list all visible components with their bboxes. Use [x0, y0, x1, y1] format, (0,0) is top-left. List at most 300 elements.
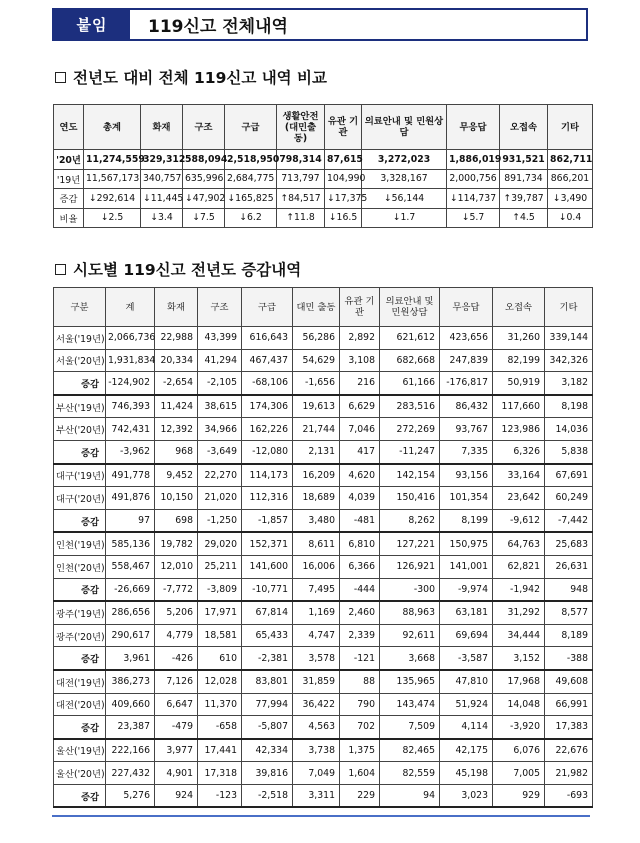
table-cell: 339,144 — [545, 327, 593, 350]
table-cell: -3,587 — [440, 647, 493, 670]
table-cell: 340,757 — [141, 169, 183, 189]
table-cell: 227,432 — [106, 762, 155, 785]
column-header: 유관 기관 — [325, 105, 362, 150]
row-label: 부산('20년) — [54, 418, 106, 441]
table-cell: 8,611 — [293, 532, 340, 555]
table-cell: 6,076 — [493, 739, 545, 762]
table-cell: ↓114,737 — [447, 189, 500, 209]
table-cell: -2,518 — [242, 784, 293, 807]
table-cell: 135,965 — [380, 670, 440, 693]
table-row — [54, 327, 593, 350]
table-cell: 968 — [155, 440, 198, 463]
table-row — [54, 487, 593, 510]
table-cell: 4,779 — [155, 624, 198, 647]
row-label: 대전('20년) — [54, 693, 106, 716]
table-row — [54, 208, 593, 228]
table-cell: 2,892 — [340, 327, 380, 350]
column-header: 연도 — [54, 105, 84, 150]
table-cell: 467,437 — [242, 349, 293, 372]
table-cell: 588,094 — [183, 150, 225, 170]
table-cell: -124,902 — [106, 372, 155, 395]
table-cell: -3,649 — [198, 440, 242, 463]
table-cell: 2,339 — [340, 624, 380, 647]
table-row — [54, 509, 593, 532]
table-cell: 33,164 — [493, 464, 545, 487]
table-cell: 891,734 — [500, 169, 548, 189]
row-label: 증감 — [54, 440, 106, 463]
column-header: 구급 — [242, 288, 293, 327]
table-cell: 142,154 — [380, 464, 440, 487]
row-label: 비율 — [54, 208, 84, 228]
table-cell: 22,676 — [545, 739, 593, 762]
table-cell: 93,767 — [440, 418, 493, 441]
table-cell: -693 — [545, 784, 593, 807]
table-cell: 54,629 — [293, 349, 340, 372]
table-cell: 7,046 — [340, 418, 380, 441]
table-cell: 3,738 — [293, 739, 340, 762]
table-cell: ↓165,825 — [225, 189, 277, 209]
table-cell: 17,318 — [198, 762, 242, 785]
table-cell: -2,654 — [155, 372, 198, 395]
table-cell: 45,198 — [440, 762, 493, 785]
row-label: 증감 — [54, 784, 106, 807]
table-cell: 67,814 — [242, 601, 293, 624]
table-cell: 114,173 — [242, 464, 293, 487]
row-label: 증감 — [54, 578, 106, 601]
table-row — [54, 395, 593, 418]
row-label: 대구('20년) — [54, 487, 106, 510]
row-label: 울산('20년) — [54, 762, 106, 785]
table-cell: 126,921 — [380, 555, 440, 578]
table-cell: ↓5.7 — [447, 208, 500, 228]
table-cell: 2,460 — [340, 601, 380, 624]
table-cell: -7,442 — [545, 509, 593, 532]
table-cell: 21,020 — [198, 487, 242, 510]
table-cell: -388 — [545, 647, 593, 670]
table-cell: 222,166 — [106, 739, 155, 762]
table-row — [54, 624, 593, 647]
table-cell: 41,294 — [198, 349, 242, 372]
table-cell: 150,416 — [380, 487, 440, 510]
table-cell: 14,048 — [493, 693, 545, 716]
table-cell: 25,683 — [545, 532, 593, 555]
table-row — [54, 349, 593, 372]
table-cell: 87,615 — [325, 150, 362, 170]
table-cell: 16,209 — [293, 464, 340, 487]
table-cell: 423,656 — [440, 327, 493, 350]
table-cell: 742,431 — [106, 418, 155, 441]
column-header: 무응답 — [447, 105, 500, 150]
table-cell: 3,311 — [293, 784, 340, 807]
table-cell: 2,684,775 — [225, 169, 277, 189]
table-cell: 49,608 — [545, 670, 593, 693]
table-cell: 25,211 — [198, 555, 242, 578]
table-cell: 8,262 — [380, 509, 440, 532]
column-header: 구분 — [54, 288, 106, 327]
table-cell: 2,518,950 — [225, 150, 277, 170]
table-cell: 117,660 — [493, 395, 545, 418]
table-cell: 38,615 — [198, 395, 242, 418]
table-row — [54, 169, 593, 189]
table-cell: 12,392 — [155, 418, 198, 441]
table-cell: -9,974 — [440, 578, 493, 601]
table-cell: 5,838 — [545, 440, 593, 463]
row-label: 서울('20년) — [54, 349, 106, 372]
table-cell: 6,326 — [493, 440, 545, 463]
table-cell: 22,270 — [198, 464, 242, 487]
column-header: 오접속 — [500, 105, 548, 150]
table-cell: 11,567,173 — [84, 169, 141, 189]
section2-heading — [55, 258, 301, 280]
table-cell: 21,982 — [545, 762, 593, 785]
row-label: 인천('20년) — [54, 555, 106, 578]
table-cell: 141,600 — [242, 555, 293, 578]
table-cell: 3,182 — [545, 372, 593, 395]
table-cell: 931,521 — [500, 150, 548, 170]
table-cell: 112,316 — [242, 487, 293, 510]
table-row — [54, 464, 593, 487]
table-cell: 104,990 — [325, 169, 362, 189]
table-cell: 47,810 — [440, 670, 493, 693]
row-label: 광주('19년) — [54, 601, 106, 624]
table-cell: -3,809 — [198, 578, 242, 601]
table-row — [54, 189, 593, 209]
table-row — [54, 555, 593, 578]
table-cell: 4,901 — [155, 762, 198, 785]
regional-table — [53, 287, 593, 808]
table-cell: 635,996 — [183, 169, 225, 189]
table-cell: 31,260 — [493, 327, 545, 350]
table-cell: 558,467 — [106, 555, 155, 578]
checkbox-square-icon — [55, 264, 66, 275]
document-title: 119신고 전체내역 — [148, 17, 288, 37]
table-cell: 51,924 — [440, 693, 493, 716]
table-cell: 798,314 — [277, 150, 325, 170]
table-cell: 23,642 — [493, 487, 545, 510]
table-cell: 19,613 — [293, 395, 340, 418]
table-cell: 386,273 — [106, 670, 155, 693]
table-cell: 123,986 — [493, 418, 545, 441]
table-cell: ↑39,787 — [500, 189, 548, 209]
table-cell: 143,474 — [380, 693, 440, 716]
table-cell: 77,994 — [242, 693, 293, 716]
table-cell: 3,977 — [155, 739, 198, 762]
section1-title: 전년도 대비 전체 119신고 내역 비교 — [73, 69, 327, 87]
table-cell: 9,452 — [155, 464, 198, 487]
column-header: 의료안내 및 민원상담 — [362, 105, 447, 150]
table-cell: ↓56,144 — [362, 189, 447, 209]
table-cell: 12,028 — [198, 670, 242, 693]
table-cell: 616,643 — [242, 327, 293, 350]
table-cell: ↓7.5 — [183, 208, 225, 228]
table-cell: 7,495 — [293, 578, 340, 601]
table-cell: -426 — [155, 647, 198, 670]
table-row — [54, 418, 593, 441]
table-row — [54, 739, 593, 762]
table-cell: ↓2.5 — [84, 208, 141, 228]
column-header: 대민 출동 — [293, 288, 340, 327]
column-header: 계 — [106, 288, 155, 327]
column-header: 기타 — [548, 105, 593, 150]
table-cell: 7,126 — [155, 670, 198, 693]
checkbox-square-icon — [55, 72, 66, 83]
table-cell: 1,931,834 — [106, 349, 155, 372]
table-cell: 7,509 — [380, 716, 440, 739]
table-cell: -3,920 — [493, 716, 545, 739]
table-cell: 69,694 — [440, 624, 493, 647]
table-cell: -7,772 — [155, 578, 198, 601]
table-cell: 39,816 — [242, 762, 293, 785]
table-cell: 3,108 — [340, 349, 380, 372]
table-cell: 88 — [340, 670, 380, 693]
table-row — [54, 716, 593, 739]
table-cell: ↓1.7 — [362, 208, 447, 228]
table-row — [54, 372, 593, 395]
table-cell: 866,201 — [548, 169, 593, 189]
table-cell: 93,156 — [440, 464, 493, 487]
table-row — [54, 532, 593, 555]
table-cell: 18,689 — [293, 487, 340, 510]
table-row — [54, 150, 593, 170]
table-row — [54, 647, 593, 670]
table-cell: -444 — [340, 578, 380, 601]
table-cell: 17,383 — [545, 716, 593, 739]
table-cell: 88,963 — [380, 601, 440, 624]
table-cell: 31,859 — [293, 670, 340, 693]
row-label: 부산('19년) — [54, 395, 106, 418]
table-cell: 150,975 — [440, 532, 493, 555]
table-cell: 5,206 — [155, 601, 198, 624]
table-cell: -123 — [198, 784, 242, 807]
table-cell: ↓6.2 — [225, 208, 277, 228]
table-row — [54, 670, 593, 693]
attachment-badge: 붙임 — [54, 10, 130, 39]
table-cell: 713,797 — [277, 169, 325, 189]
table-cell: ↑11.8 — [277, 208, 325, 228]
table-cell: 4,114 — [440, 716, 493, 739]
table-cell: 409,660 — [106, 693, 155, 716]
table-cell: 3,668 — [380, 647, 440, 670]
table-cell: 29,020 — [198, 532, 242, 555]
table-cell: 17,971 — [198, 601, 242, 624]
table-cell: 5,276 — [106, 784, 155, 807]
table-cell: 247,839 — [440, 349, 493, 372]
table-cell: 42,175 — [440, 739, 493, 762]
row-label: 증감 — [54, 509, 106, 532]
table-cell: 18,581 — [198, 624, 242, 647]
table-cell: -658 — [198, 716, 242, 739]
column-header: 의료안내 및 민원상담 — [380, 288, 440, 327]
table-cell: 21,744 — [293, 418, 340, 441]
table-cell: 6,647 — [155, 693, 198, 716]
table-cell: 62,821 — [493, 555, 545, 578]
table-cell: 63,181 — [440, 601, 493, 624]
column-header: 생활안전 (대민출동) — [277, 105, 325, 150]
table-row — [54, 440, 593, 463]
table-cell: 948 — [545, 578, 593, 601]
column-header: 화재 — [141, 105, 183, 150]
table-cell: 585,136 — [106, 532, 155, 555]
table-cell: 1,375 — [340, 739, 380, 762]
row-label: 증감 — [54, 372, 106, 395]
table-cell: ↑4.5 — [500, 208, 548, 228]
table-cell: 8,577 — [545, 601, 593, 624]
table-cell: 6,629 — [340, 395, 380, 418]
table-cell: 60,249 — [545, 487, 593, 510]
table-cell: 174,306 — [242, 395, 293, 418]
table-cell: -1,857 — [242, 509, 293, 532]
row-label: 울산('19년) — [54, 739, 106, 762]
table-cell: -10,771 — [242, 578, 293, 601]
column-header: 총계 — [84, 105, 141, 150]
table-cell: 42,334 — [242, 739, 293, 762]
table-cell: 746,393 — [106, 395, 155, 418]
table-cell: 101,354 — [440, 487, 493, 510]
table-cell: 50,919 — [493, 372, 545, 395]
row-label: '19년 — [54, 169, 84, 189]
table-cell: 2,066,736 — [106, 327, 155, 350]
table-cell: 65,433 — [242, 624, 293, 647]
table-cell: 702 — [340, 716, 380, 739]
table-cell: 272,269 — [380, 418, 440, 441]
table-cell: 7,049 — [293, 762, 340, 785]
table-cell: 56,286 — [293, 327, 340, 350]
table-cell: 10,150 — [155, 487, 198, 510]
section2-title: 시도별 119신고 전년도 증감내역 — [73, 261, 302, 279]
table-cell: ↓47,902 — [183, 189, 225, 209]
column-header: 구급 — [225, 105, 277, 150]
section1-heading — [55, 66, 327, 88]
table-cell: 698 — [155, 509, 198, 532]
table-cell: 4,747 — [293, 624, 340, 647]
table-cell: 7,335 — [440, 440, 493, 463]
table-row — [54, 693, 593, 716]
table-cell: 34,444 — [493, 624, 545, 647]
title-banner — [52, 8, 588, 41]
table-cell: 3,578 — [293, 647, 340, 670]
table-cell: 862,711 — [548, 150, 593, 170]
table-row — [54, 762, 593, 785]
table-cell: 3,023 — [440, 784, 493, 807]
table-cell: 4,620 — [340, 464, 380, 487]
table-cell: -3,962 — [106, 440, 155, 463]
table-cell: 64,763 — [493, 532, 545, 555]
row-label: 증감 — [54, 647, 106, 670]
table-cell: 8,199 — [440, 509, 493, 532]
row-label: 증감 — [54, 189, 84, 209]
table-cell: -176,817 — [440, 372, 493, 395]
table-cell: 36,422 — [293, 693, 340, 716]
table-cell: 8,198 — [545, 395, 593, 418]
table-cell: 14,036 — [545, 418, 593, 441]
table-cell: -2,381 — [242, 647, 293, 670]
table-cell: 162,226 — [242, 418, 293, 441]
table-cell: 929 — [493, 784, 545, 807]
table-cell: 3,272,023 — [362, 150, 447, 170]
table-cell: -12,080 — [242, 440, 293, 463]
table-cell: 621,612 — [380, 327, 440, 350]
table-cell: 216 — [340, 372, 380, 395]
bottom-divider — [52, 815, 590, 817]
table-cell: 82,559 — [380, 762, 440, 785]
row-label: 서울('19년) — [54, 327, 106, 350]
table-cell: 11,424 — [155, 395, 198, 418]
table-cell: 86,432 — [440, 395, 493, 418]
table-cell: -11,247 — [380, 440, 440, 463]
row-label: 증감 — [54, 716, 106, 739]
table-cell: 11,274,559 — [84, 150, 141, 170]
table-cell: 17,441 — [198, 739, 242, 762]
table-cell: 3,328,167 — [362, 169, 447, 189]
table-cell: 3,961 — [106, 647, 155, 670]
table-cell: 2,131 — [293, 440, 340, 463]
table-cell: 342,326 — [545, 349, 593, 372]
table-cell: 82,199 — [493, 349, 545, 372]
table-cell: 491,876 — [106, 487, 155, 510]
table-cell: -2,105 — [198, 372, 242, 395]
table-cell: ↓16.5 — [325, 208, 362, 228]
table-cell: ↓11,445 — [141, 189, 183, 209]
table-cell: 491,778 — [106, 464, 155, 487]
table-cell: 12,010 — [155, 555, 198, 578]
table-cell: 682,668 — [380, 349, 440, 372]
table-cell: 283,516 — [380, 395, 440, 418]
table-cell: -1,656 — [293, 372, 340, 395]
table-cell: -121 — [340, 647, 380, 670]
table-row — [54, 601, 593, 624]
table-cell: 127,221 — [380, 532, 440, 555]
column-header: 오접속 — [493, 288, 545, 327]
table-cell: 2,000,756 — [447, 169, 500, 189]
table-cell: -26,669 — [106, 578, 155, 601]
column-header: 구조 — [198, 288, 242, 327]
table-cell: 229 — [340, 784, 380, 807]
table-cell: 66,991 — [545, 693, 593, 716]
table-cell: -1,250 — [198, 509, 242, 532]
column-header: 유관 기관 — [340, 288, 380, 327]
row-label: 인천('19년) — [54, 532, 106, 555]
table-cell: 31,292 — [493, 601, 545, 624]
table-cell: 286,656 — [106, 601, 155, 624]
column-header: 무응답 — [440, 288, 493, 327]
table-cell: 61,166 — [380, 372, 440, 395]
table-cell: 4,563 — [293, 716, 340, 739]
table-cell: -479 — [155, 716, 198, 739]
table-cell: 4,039 — [340, 487, 380, 510]
table-cell: 23,387 — [106, 716, 155, 739]
table-cell: -68,106 — [242, 372, 293, 395]
table-row — [54, 578, 593, 601]
table-cell: 82,465 — [380, 739, 440, 762]
table-cell: 3,152 — [493, 647, 545, 670]
table-cell: -9,612 — [493, 509, 545, 532]
table-cell: 83,801 — [242, 670, 293, 693]
table-cell: 417 — [340, 440, 380, 463]
table-cell: ↑84,517 — [277, 189, 325, 209]
table-cell: 16,006 — [293, 555, 340, 578]
table-cell: 94 — [380, 784, 440, 807]
table-cell: 6,810 — [340, 532, 380, 555]
table-cell: 34,966 — [198, 418, 242, 441]
table-cell: 1,604 — [340, 762, 380, 785]
table-cell: ↓0.4 — [548, 208, 593, 228]
table-cell: -300 — [380, 578, 440, 601]
table-cell: 152,371 — [242, 532, 293, 555]
table-cell: 67,691 — [545, 464, 593, 487]
table-cell: 329,312 — [141, 150, 183, 170]
table-cell: ↓3,490 — [548, 189, 593, 209]
table-cell: -5,807 — [242, 716, 293, 739]
